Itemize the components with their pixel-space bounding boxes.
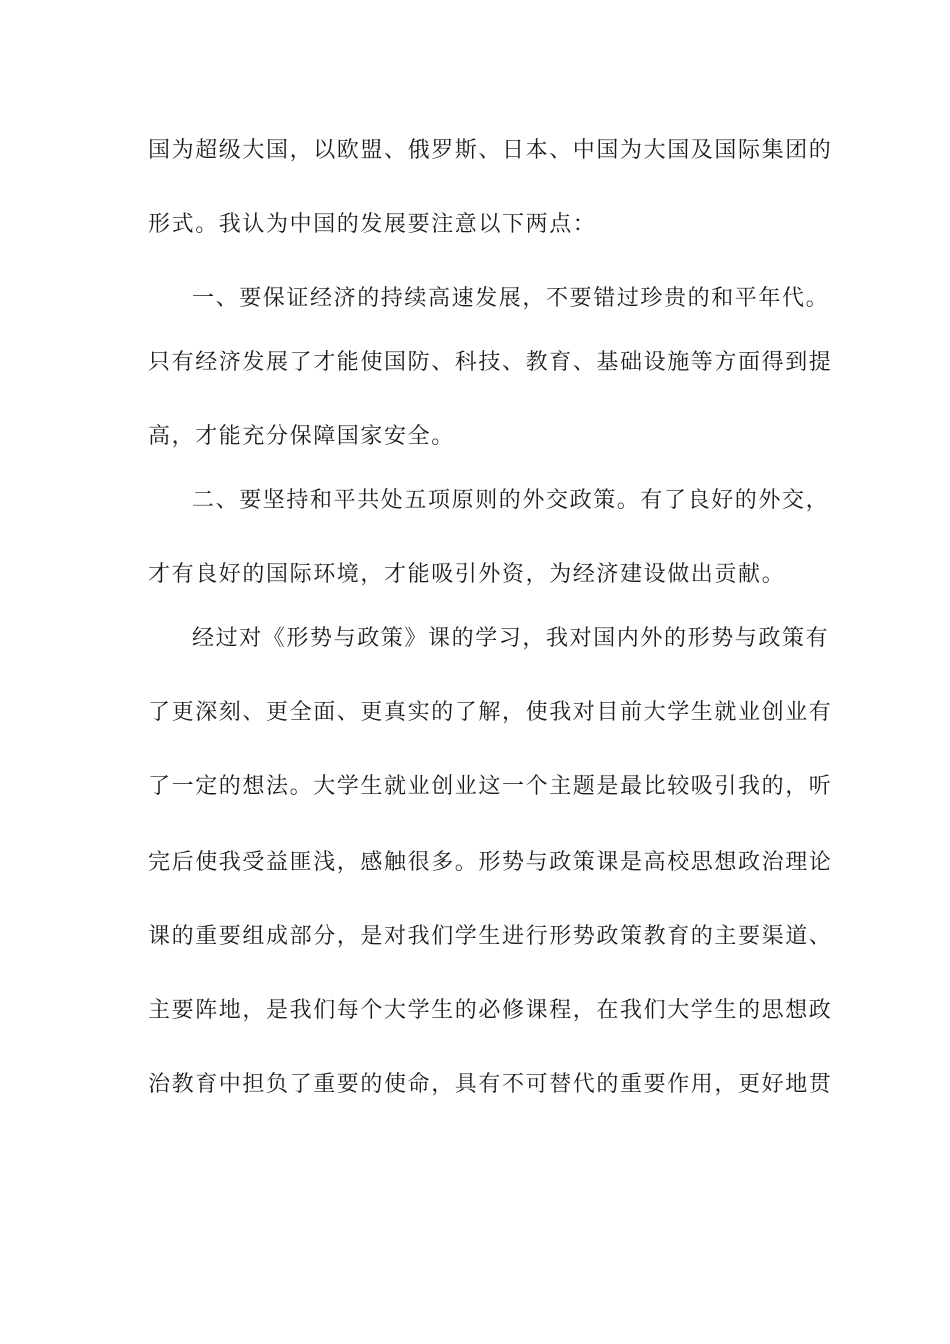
text-line-12: 课的重要组成部分，是对我们学生进行形势政策教育的主要渠道、 — [148, 924, 833, 949]
text-line-11: 完后使我受益匪浅，感触很多。形势与政策课是高校思想政治理论 — [148, 850, 833, 875]
text-line-6: 二、要坚持和平共处五项原则的外交政策。有了良好的外交， — [192, 488, 830, 513]
text-line-7: 才有良好的国际环境，才能吸引外资，为经济建设做出贡献。 — [148, 562, 786, 587]
text-line-13: 主要阵地，是我们每个大学生的必修课程，在我们大学生的思想政 — [148, 998, 833, 1023]
text-line-1: 国为超级大国，以欧盟、俄罗斯、日本、中国为大国及国际集团的 — [148, 138, 833, 163]
text-line-4: 只有经济发展了才能使国防、科技、教育、基础设施等方面得到提 — [148, 350, 833, 375]
text-line-14: 治教育中担负了重要的使命，具有不可替代的重要作用，更好地贯 — [148, 1072, 833, 1097]
text-line-9: 了更深刻、更全面、更真实的了解，使我对目前大学生就业创业有 — [148, 700, 833, 725]
text-line-10: 了一定的想法。大学生就业创业这一个主题是最比较吸引我的，听 — [148, 774, 833, 799]
text-line-8: 经过对《形势与政策》课的学习，我对国内外的形势与政策有 — [192, 626, 830, 651]
text-line-2: 形式。我认为中国的发展要注意以下两点： — [148, 212, 597, 237]
text-line-3: 一、要保证经济的持续高速发展，不要错过珍贵的和平年代。 — [192, 286, 830, 311]
text-line-5: 高，才能充分保障国家安全。 — [148, 424, 455, 449]
